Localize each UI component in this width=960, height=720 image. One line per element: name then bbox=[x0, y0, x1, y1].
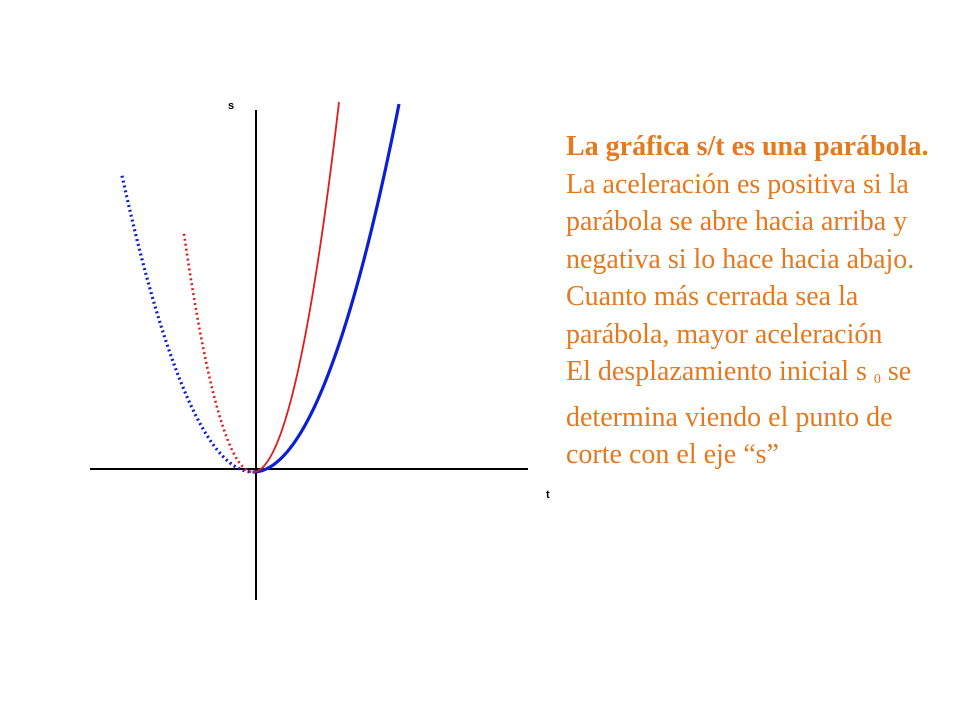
heading: La gráfica s/t es una parábola. bbox=[566, 131, 929, 162]
blue-parabola-dotted bbox=[122, 176, 253, 472]
x-axis-label: t bbox=[546, 489, 550, 501]
y-axis-label: s bbox=[228, 100, 235, 112]
paragraph-initial-displacement bbox=[566, 353, 946, 474]
curves-group bbox=[122, 102, 399, 472]
paragraph-acceleration-sign: La aceleración es positiva si la parábola se abre hacia arriba y negativa si lo hace hacia abajo. bbox=[566, 168, 915, 275]
red-parabola-dotted bbox=[184, 234, 253, 472]
subscript-zero: 0 bbox=[873, 372, 881, 387]
blue-parabola-solid bbox=[253, 104, 399, 472]
explanation-text bbox=[566, 128, 946, 474]
paragraph-acceleration-magnitude: Cuanto más cerrada sea la parábola, mayor aceleración bbox=[566, 281, 883, 350]
paragraph-initial-displacement-part2: se determina viendo el punto de corte con el eje “s” bbox=[566, 356, 912, 470]
red-parabola-solid bbox=[253, 102, 339, 472]
paragraph-initial-displacement-part1: El desplazamiento inicial s bbox=[566, 356, 867, 387]
